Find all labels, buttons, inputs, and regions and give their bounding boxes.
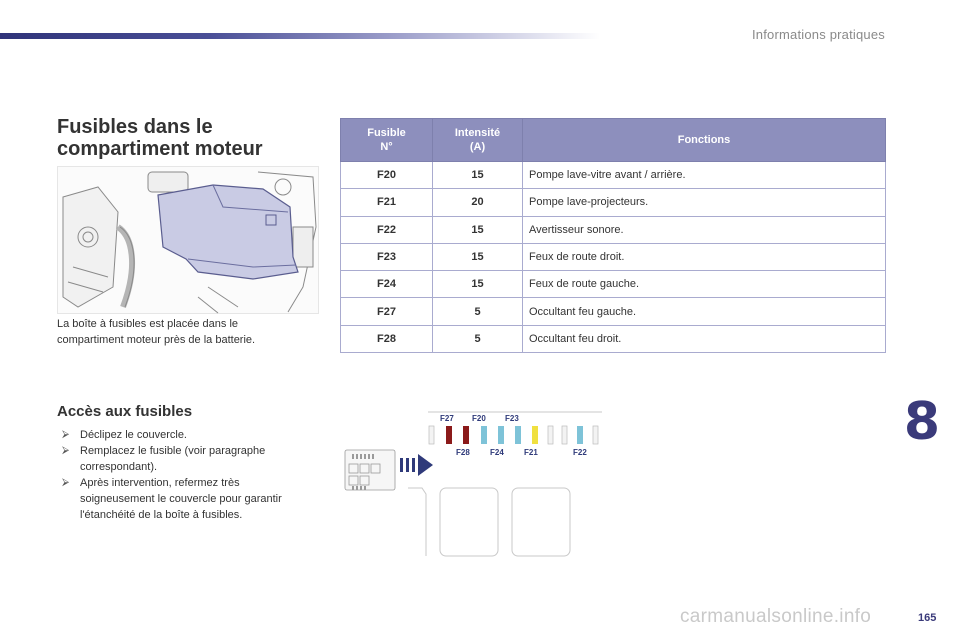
fuse-function: Pompe lave-projecteurs.: [523, 189, 886, 216]
header-fuse: Fusible N°: [341, 119, 433, 162]
chapter-title: Informations pratiques: [751, 27, 885, 42]
header-bar: [0, 33, 600, 39]
fuse-amperage: 15: [433, 216, 523, 243]
table-row: [341, 189, 886, 216]
label-f27: F27: [440, 414, 454, 423]
table-row: [341, 243, 886, 270]
table-row: [341, 162, 886, 189]
engine-compartment-illustration: [57, 166, 319, 314]
fuse-number: F20: [341, 162, 433, 189]
fuse-function: Occultant feu droit.: [523, 325, 886, 352]
fuse-table: [340, 118, 886, 353]
table-row: [341, 216, 886, 243]
page-number: 165: [918, 612, 937, 624]
engine-drawing: [58, 167, 320, 315]
label-f28: F28: [456, 448, 470, 457]
label-f20: F20: [472, 414, 486, 423]
fuse-number: F27: [341, 298, 433, 325]
table-header-row: [341, 119, 886, 162]
list-item: [62, 443, 317, 475]
chapter-number: 8: [903, 392, 941, 452]
fuse-number: F22: [341, 216, 433, 243]
section-title: Fusibles dans le compartiment moteur: [57, 116, 263, 160]
fuse-amperage: 5: [433, 325, 523, 352]
fuse-number: F28: [341, 325, 433, 352]
step-text: Déclipez le couvercle.: [80, 429, 187, 441]
fuse-amperage: 15: [433, 162, 523, 189]
fuse-amperage: 20: [433, 189, 523, 216]
fuse-amperage: 15: [433, 243, 523, 270]
fuse-function: Feux de route gauche.: [523, 271, 886, 298]
step-text: Après intervention, refermez très soigneusement le couvercle pour garantir l'étanchéité de la boîte à fusibles.: [80, 477, 282, 521]
fuse-number: F21: [341, 189, 433, 216]
table-row: [341, 298, 886, 325]
table-row: [341, 325, 886, 352]
fuse-function: Avertisseur sonore.: [523, 216, 886, 243]
fuse-amperage: 15: [433, 271, 523, 298]
fuse-function: Occultant feu gauche.: [523, 298, 886, 325]
triangle-bullet-icon: ⮚: [62, 477, 70, 488]
header-functions: Fonctions: [523, 119, 886, 162]
watermark: carmanualsonline.info: [680, 606, 872, 627]
intro-text: La boîte à fusibles est placée dans le compartiment moteur près de la batterie.: [57, 318, 256, 346]
fuse-number: F23: [341, 243, 433, 270]
header-amperage: Intensité (A): [433, 119, 523, 162]
label-f23: F23: [505, 414, 519, 423]
access-title: Accès aux fusibles: [57, 403, 193, 420]
fuse-function: Pompe lave-vitre avant / arrière.: [523, 162, 886, 189]
fuse-function: Feux de route droit.: [523, 243, 886, 270]
list-item: [62, 427, 317, 443]
list-item: [62, 475, 317, 523]
fuse-box-diagram: [340, 408, 605, 563]
label-f22: F22: [573, 448, 587, 457]
fuse-box-drawing: [340, 408, 605, 563]
triangle-bullet-icon: ⮚: [62, 429, 70, 440]
triangle-bullet-icon: ⮚: [62, 445, 70, 456]
label-f24: F24: [490, 448, 504, 457]
table-row: [341, 271, 886, 298]
arrow-right-icon: [400, 454, 433, 476]
label-f21: F21: [524, 448, 538, 457]
fuse-amperage: 5: [433, 298, 523, 325]
fuse-number: F24: [341, 271, 433, 298]
access-steps: [62, 427, 317, 523]
step-text: Remplacez le fusible (voir paragraphe correspondant).: [80, 445, 266, 473]
